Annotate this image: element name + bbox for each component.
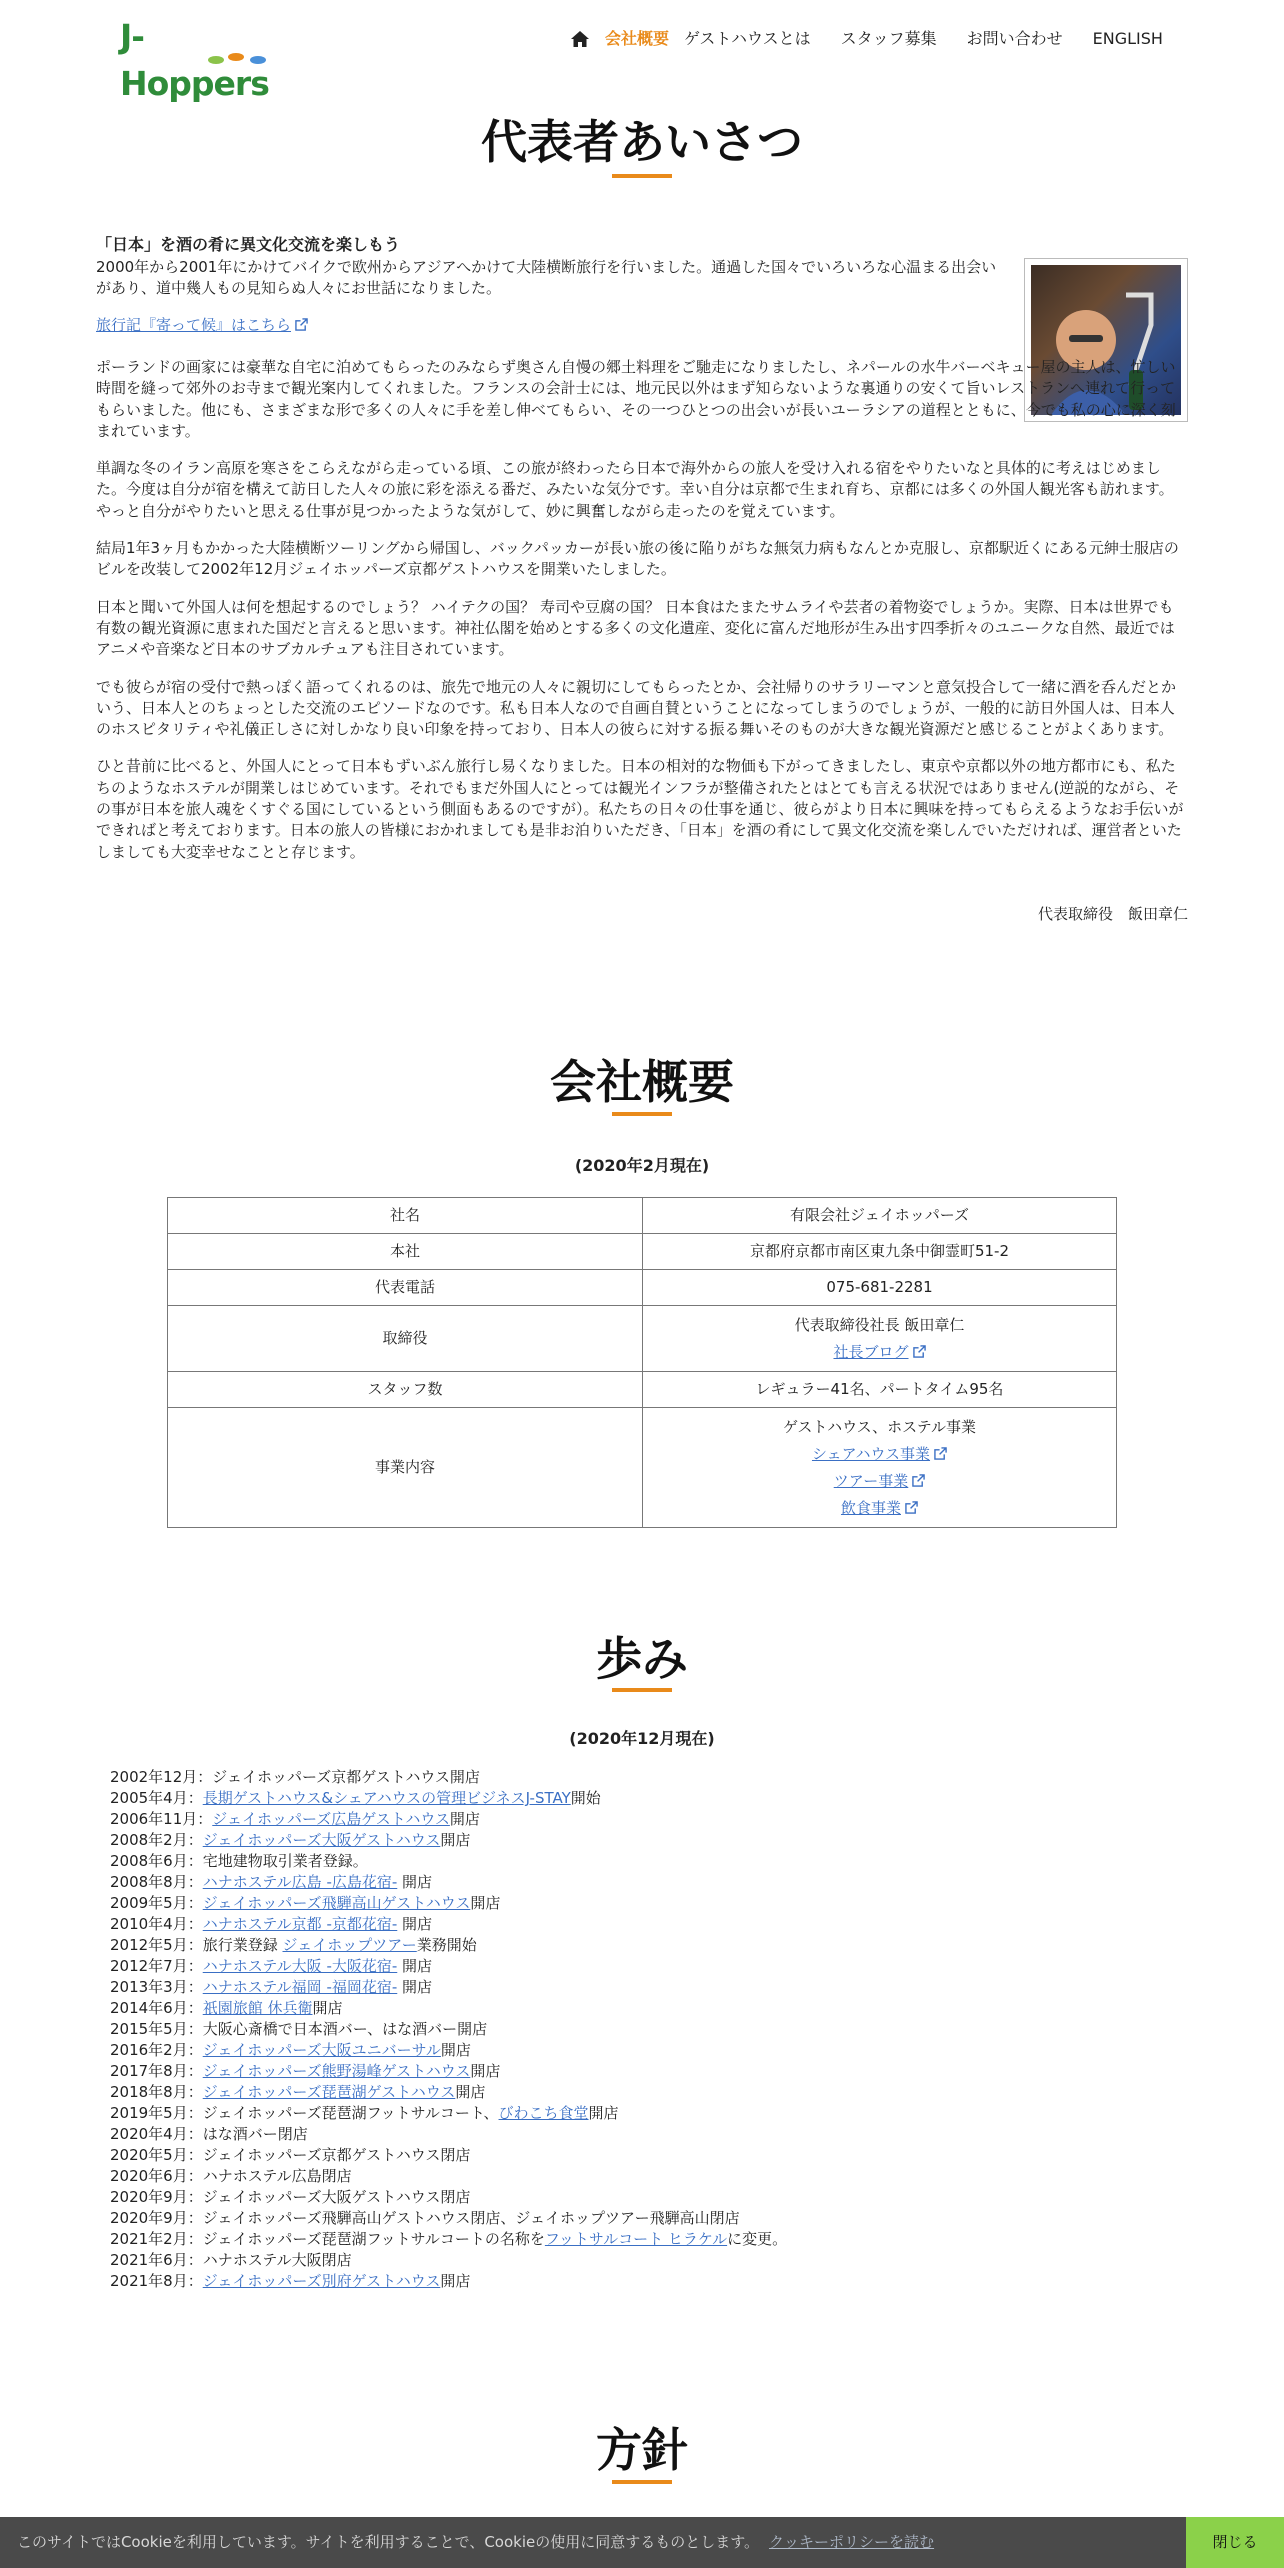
company-row [168, 1372, 1117, 1408]
site-logo[interactable] [100, 10, 285, 103]
history-link[interactable]: びわこち食堂 [498, 2104, 589, 2122]
company-row [168, 1408, 1117, 1528]
company-value-text: レギュラー41名、パートタイム95名 [755, 1380, 1004, 1398]
history-date: 2020年9月： [110, 2188, 203, 2206]
history-text: ハナホステル広島閉店 [202, 2167, 352, 2185]
history-link[interactable]: ジェイホッパーズ飛騨高山ゲストハウス [202, 1894, 471, 1912]
history-date: 2016年2月： [110, 2041, 203, 2059]
greeting-paragraph: 2000年から2001年にかけてバイクで欧州からアジアへかけて大陸横断旅行を行いました。通過した国々でいろいろな心温まる出会いがあり、道中幾人もの見知らぬ人々にお世話になりました。 [96, 257, 997, 298]
history-text: 開店 [397, 1915, 433, 1933]
company-table [167, 1197, 1117, 1528]
history-item [110, 2019, 787, 2040]
history-link[interactable]: 長期ゲストハウス&シェアハウスの管理ビジネスJ-STAY [202, 1789, 571, 1807]
company-row [168, 1270, 1117, 1306]
signature: 代表取締役 飯田章仁 [1037, 905, 1188, 923]
history-text: 開店 [440, 2041, 471, 2059]
company-value-text: 代表取締役社長 飯田章仁 [794, 1315, 965, 1334]
history-date: 2008年2月： [110, 1831, 203, 1849]
nav-english[interactable]: ENGLISH [1092, 29, 1163, 48]
history-date: 2013年3月： [110, 1978, 203, 1996]
company-row-key: 事業内容 [168, 1408, 643, 1528]
history-item [110, 2208, 787, 2229]
history-item [110, 2271, 787, 2292]
history-title: 歩み [596, 1632, 688, 1686]
company-link-label: 社長ブログ [833, 1342, 909, 1361]
history-date: 2017年8月： [110, 2062, 203, 2080]
history-text: 大阪心斎橋で日本酒バー、はな酒バー開店 [202, 2020, 488, 2038]
company-value-text: 京都府京都市南区東九条中御霊町51-2 [749, 1242, 1010, 1260]
history-date: 2018年8月： [110, 2083, 203, 2101]
company-row-key: 社名 [168, 1198, 643, 1234]
history-link[interactable]: ハナホステル大阪 -大阪花宿- [202, 1957, 398, 1975]
history-text: 開店 [440, 2272, 471, 2290]
greeting-paragraph: ポーランドの画家には豪華な自宅に泊めてもらったのみならず奥さん自慢の郷土料理をご馳走になりましたし、ネパールの水牛バーベキュー屋の主人は、忙しい時間を縫って郊外のお寺まで観光案内してくれました。フランスの会計士には、地元民以外はまず知らないような裏通りの安くて旨いレストランへ連れて行ってもらいました。他にも、さまざまな形で多くの人々に手を差し伸べてもらい、その一つひとつの出会いが長いユーラシアの道程とともに、今でも私の心に深く刻まれています。 [96, 358, 1176, 440]
history-date: 2020年9月： [110, 2209, 203, 2227]
history-text: に変更。 [727, 2230, 788, 2248]
company-link[interactable] [833, 1343, 925, 1361]
history-as-of: (2020年12月現在) [569, 1729, 715, 1748]
history-item [110, 2166, 787, 2187]
policy-title: 方針 [596, 2423, 688, 2477]
history-text: 宅地建物取引業者登録。 [202, 1852, 368, 1870]
history-date: 2021年6月： [110, 2251, 203, 2269]
company-link-label: ツアー事業 [833, 1471, 909, 1490]
history-item [110, 1935, 787, 1956]
company-row [168, 1198, 1117, 1234]
history-date: 2020年4月： [110, 2125, 203, 2143]
history-link[interactable]: ジェイホッパーズ広島ゲストハウス [212, 1810, 450, 1828]
history-text: 業務開始 [416, 1936, 477, 1954]
company-row-key: 本社 [168, 1234, 643, 1270]
history-link[interactable]: ハナホステル京都 -京都花宿- [202, 1915, 398, 1933]
history-text: ジェイホッパーズ琵琶湖フットサルコートの名称を [202, 2230, 545, 2248]
history-date: 2008年6月： [110, 1852, 203, 1870]
history-text: 開始 [570, 1789, 601, 1807]
external-link-icon [905, 1501, 918, 1514]
external-link-icon [912, 1474, 925, 1487]
history-item [110, 2124, 787, 2145]
history-link[interactable]: フットサルコート ヒラケル [544, 2230, 728, 2248]
company-row-value [643, 1372, 1117, 1408]
history-date: 2020年6月： [110, 2167, 203, 2185]
greeting-headline: 「日本」を酒の肴に異文化交流を楽しもう [96, 235, 401, 254]
history-item [110, 1809, 787, 1830]
history-date: 2012年7月： [110, 1957, 203, 1975]
travel-diary-link[interactable] [96, 316, 308, 334]
history-item [110, 2229, 787, 2250]
greeting-paragraph: 日本と聞いて外国人は何を想起するのでしょう？ ハイテクの国？ 寿司や豆腐の国？ 日本食はたまたサムライや芸者の着物姿でしょうか。実際、日本は世界でも有数の観光資源に恵まれた国だと言えると思います。神社仏閣を始めとする多くの文化遺産、変化に富んだ地形が生み出す四季折々のユニークな自然、最近ではアニメや音楽など日本のサブカルチュアも注目されています。 [96, 597, 1175, 659]
history-link[interactable]: ハナホステル福岡 -福岡花宿- [202, 1978, 398, 1996]
history-text: ハナホステル大阪閉店 [202, 2251, 352, 2269]
company-link[interactable] [834, 1472, 926, 1490]
history-date: 2009年5月： [110, 1894, 203, 1912]
external-link-icon [913, 1345, 926, 1358]
title-underline [612, 174, 672, 178]
greeting-body [96, 357, 1188, 879]
company-row-value [643, 1270, 1117, 1306]
history-link[interactable]: ジェイホップツアー [282, 1936, 417, 1954]
history-item [110, 1767, 787, 1788]
history-link[interactable]: ジェイホッパーズ琵琶湖ゲストハウス [202, 2083, 456, 2101]
history-item [110, 2082, 787, 2103]
history-date: 2021年2月： [110, 2230, 203, 2248]
history-item [110, 2187, 787, 2208]
history-date: 2012年5月： [110, 1936, 203, 1954]
history-item [110, 1830, 787, 1851]
cookie-banner [0, 2517, 1284, 2568]
nav-company[interactable]: 会社概要 [605, 29, 670, 48]
company-row-value [643, 1306, 1117, 1372]
history-text: 開店 [470, 2062, 501, 2080]
greeting-intro [96, 234, 1006, 353]
history-list [110, 1767, 787, 2292]
history-item [110, 1851, 787, 1872]
history-date: 2002年12月： [110, 1768, 213, 1786]
history-item [110, 1977, 787, 1998]
history-date: 2019年5月： [110, 2104, 203, 2122]
title-underline [612, 2480, 672, 2484]
site-header [0, 0, 1284, 103]
history-item [110, 2250, 787, 2271]
home-icon[interactable] [570, 29, 590, 49]
nav-contact[interactable]: お問い合わせ [966, 29, 1063, 48]
title-underline [612, 1112, 672, 1116]
history-text: はな酒バー閉店 [202, 2125, 308, 2143]
history-link[interactable]: ハナホステル広島 -広島花宿- [202, 1873, 398, 1891]
greeting-title: 代表者あいさつ [481, 115, 803, 169]
company-value-text: 有限会社ジェイホッパーズ [790, 1206, 969, 1224]
history-date: 2021年8月： [110, 2272, 203, 2290]
history-date: 2014年6月： [110, 1999, 203, 2017]
history-link[interactable]: ジェイホッパーズ大阪ゲストハウス [202, 1831, 441, 1849]
nav-recruit[interactable]: スタッフ募集 [840, 29, 937, 48]
history-date: 2015年5月： [110, 2020, 203, 2038]
company-link-label: 飲食事業 [840, 1498, 901, 1517]
company-row-value [643, 1234, 1117, 1270]
history-text: 開店 [397, 1873, 433, 1891]
footprints-icon [206, 50, 276, 66]
history-item [110, 2061, 787, 2082]
company-as-of: (2020年2月現在) [574, 1156, 710, 1175]
greeting-paragraph: 結局1年3ヶ月もかかった大陸横断ツーリングから帰国し、バックパッカーが長い旅の後に陥りがちな無気力病もなんとか克服し、京都駅近くにある元紳士服店のビルを改装して2002年12月ジェイホッパーズ京都ゲストハウスを開業いたしました。 [96, 539, 1179, 579]
cookie-policy-link[interactable]: クッキーポリシーを読む [769, 2532, 935, 2551]
history-text: 開店 [455, 2083, 486, 2101]
history-date: 2006年11月： [110, 1810, 213, 1828]
external-link-icon [295, 318, 308, 331]
history-date: 2010年4月： [110, 1915, 203, 1933]
external-link-icon [934, 1447, 947, 1460]
history-link[interactable]: ジェイホッパーズ熊野湯峰ゲストハウス [202, 2062, 471, 2080]
company-link[interactable] [812, 1445, 947, 1463]
company-title: 会社概要 [550, 1055, 734, 1109]
history-text: 開店 [397, 1978, 433, 1996]
company-row-key: 取締役 [168, 1306, 643, 1372]
logo-text: J-Hoppers [120, 17, 269, 103]
main-nav [570, 28, 1193, 51]
history-item [110, 1788, 787, 1809]
company-row [168, 1306, 1117, 1372]
travel-diary-link-label: 旅行記『寄って候』はこちら [96, 316, 292, 335]
nav-guesthouse[interactable]: ゲストハウスとは [684, 29, 811, 48]
history-text: ジェイホッパーズ琵琶湖フットサルコート、 [202, 2104, 499, 2122]
history-text: ジェイホッパーズ京都ゲストハウス閉店 [202, 2146, 471, 2164]
history-text: 開店 [470, 1894, 501, 1912]
history-text: 開店 [440, 1831, 471, 1849]
company-value-text: ゲストハウス、ホステル事業 [782, 1417, 977, 1436]
history-date: 2008年8月： [110, 1873, 203, 1891]
greeting-paragraph: でも彼らが宿の受付で熱っぽく語ってくれるのは、旅先で地元の人々に親切にしてもらったとか、会社帰りのサラリーマンと意気投合して一緒に酒を呑んだとかいう、日本人とのちょっとした交流のエピソードなのです。私も日本人なので自画自賛ということになってしまうのでしょうが、一般的に訪日外国人は、日本人のホスピタリティや礼儀正しさに対しかなり良い印象を持っており、日本人の彼らに対する振る舞いそのものが大きな観光資源だと感じることがよくあります。 [96, 677, 1177, 739]
history-text: 開店 [449, 1810, 480, 1828]
history-item [110, 1893, 787, 1914]
history-date: 2005年4月： [110, 1789, 203, 1807]
history-item [110, 1872, 787, 1893]
history-text: ジェイホッパーズ飛騨高山ゲストハウス閉店、ジェイホップツアー飛騨高山閉店 [202, 2209, 740, 2227]
company-link-label: シェアハウス事業 [811, 1444, 931, 1463]
company-row [168, 1234, 1117, 1270]
history-text: 開店 [588, 2104, 619, 2122]
history-item [110, 1914, 787, 1935]
cookie-text: このサイトではCookieを利用しています。サイトを利用することで、Cookieの使用に同意するものとします。 [17, 2532, 760, 2551]
history-text: ジェイホッパーズ京都ゲストハウス開店 [212, 1768, 480, 1786]
company-link[interactable] [841, 1499, 918, 1517]
history-item [110, 2145, 787, 2166]
history-link[interactable]: ジェイホッパーズ別府ゲストハウス [202, 2272, 441, 2290]
company-value-text: 075-681-2281 [826, 1278, 933, 1296]
history-text: 開店 [312, 1999, 343, 2017]
company-row-key: スタッフ数 [168, 1372, 643, 1408]
cookie-close-button[interactable]: 閉じる [1186, 2517, 1284, 2568]
history-item [110, 1998, 787, 2019]
history-item [110, 2103, 787, 2124]
history-text: 旅行業登録 [202, 1936, 283, 1954]
greeting-paragraph: 単調な冬のイラン高原を寒さをこらえながら走っている頃、この旅が終わったら日本で海外からの旅人を受け入れる宿をやりたいなと具体的に考えはじめました。今度は自分が宿を構えて訪日した人々の旅に彩を添える番だ、みたいな気分です。幸い自分は京都で生まれ育ち、京都には多くの外国人観光客も訪れます。やっと自分がやりたいと思える仕事が見つかったような気がして、妙に興奮しながら走ったのを覚えています。 [96, 459, 1174, 520]
greeting-paragraph: ひと昔前に比べると、外国人にとって日本もずいぶん旅行し易くなりました。日本の相対的な物価も下がってきましたし、東京や京都以外の地方都市にも、私たちのようなホステルが開業しはじめています。それでもまだ外国人にとっては観光インフラが整備されたとはとても言える状況ではありません(逆説的ながら、その事が日本を旅人魂をくすぐる国にしているという側面もあるのですが）。私たちの日々の仕事を通じ、彼らがより日本に興味を持ってもらえるようなお手伝いができればと考えております。日本の旅人の皆様におかれましても是非お泊りいただき、「日本」を酒の肴にして異文化交流を楽しんでいただければ、運営者といたしましても大変幸せなことと存じます。 [96, 757, 1184, 861]
company-row-value [643, 1408, 1117, 1528]
history-date: 2020年5月： [110, 2146, 203, 2164]
history-text: ジェイホッパーズ大阪ゲストハウス閉店 [202, 2188, 471, 2206]
history-link[interactable]: 祇園旅館 休兵衛 [202, 1999, 313, 2017]
history-link[interactable]: ジェイホッパーズ大阪ユニバーサル [202, 2041, 441, 2059]
company-row-key: 代表電話 [168, 1270, 643, 1306]
history-item [110, 1956, 787, 1977]
company-row-value [643, 1198, 1117, 1234]
history-text: 開店 [397, 1957, 433, 1975]
title-underline [612, 1688, 672, 1692]
history-item [110, 2040, 787, 2061]
